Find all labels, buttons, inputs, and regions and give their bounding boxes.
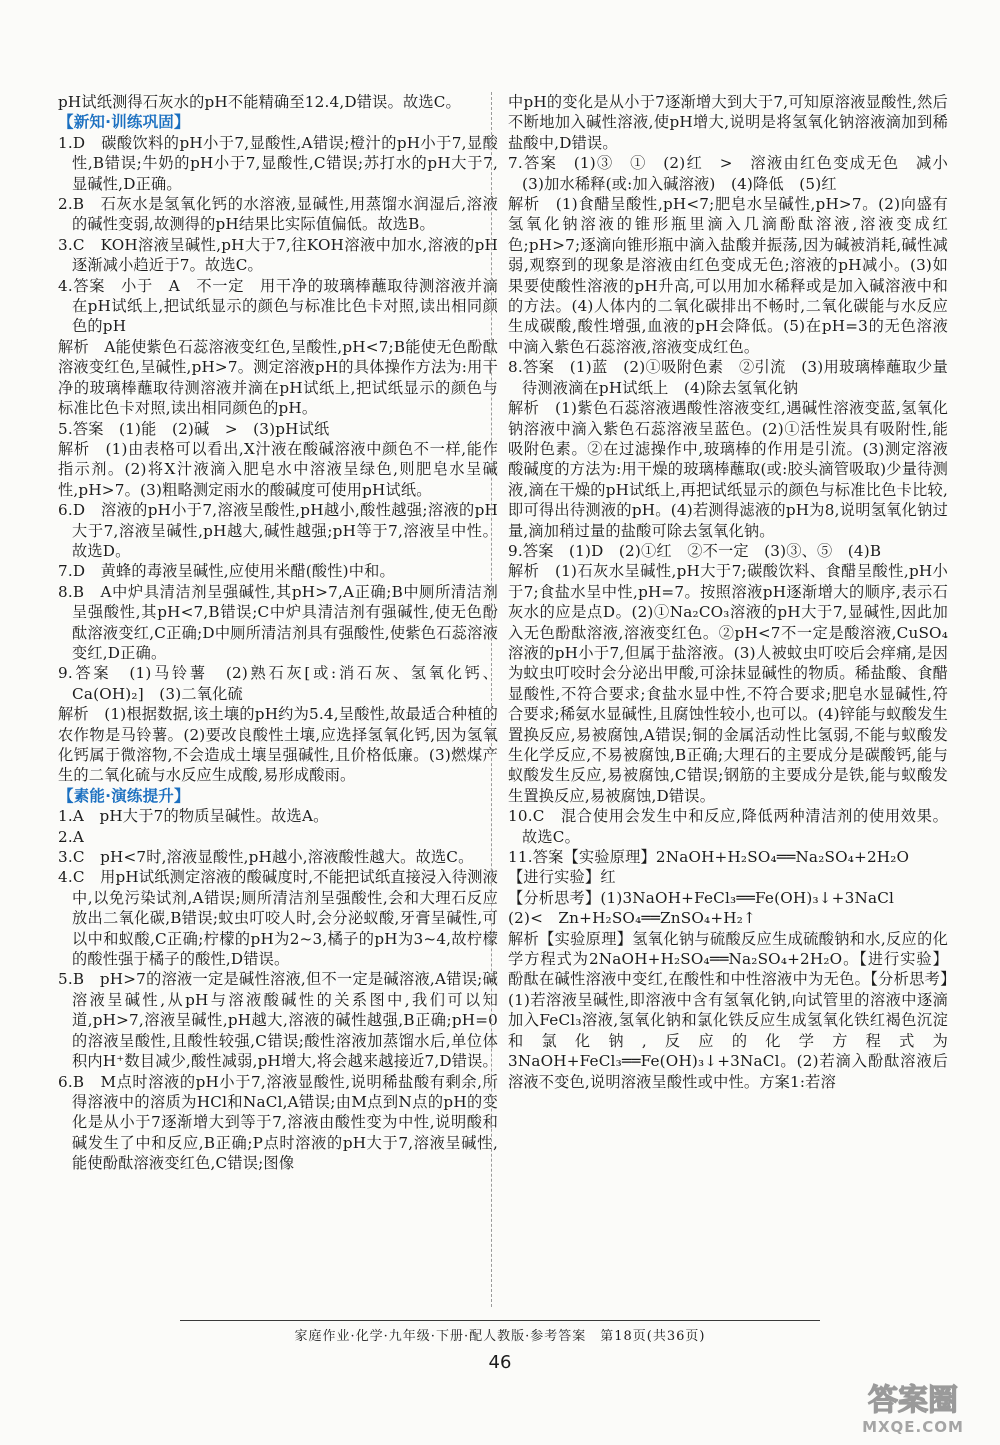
right-explanation-text: 解析 (1)紫色石蕊溶液遇酸性溶液变红,遇碱性溶液变蓝,氢氧化钠溶液中滴入紫色石蕊溶液呈蓝色。(2)①活性炭具有吸附性,能吸附色素。②在过滤操作中,玻璃棒的作用是引流。(3)测定溶液酸碱度的方法为:用干燥的玻璃棒蘸取(或:胶头滴管吸取)少量待测液,滴在干燥的pH试纸上,再把试纸显示的颜色与标准比色卡比较,即可得出待测液的pH。(4)若测得滤液的pH为8,说明氢氧化钠过量,滴加稍过量的盐酸可除去氢氧化钠。	[508, 399, 948, 540]
page-number: 46	[488, 1352, 512, 1373]
left-explanation-text: 解析 (1)由表格可以看出,X汁液在酸碱溶液中颜色不一样,能作指示剂。(2)将X汁液滴入肥皂水中溶液呈绿色,则肥皂水呈碱性,pH>7。(3)粗略测定雨水的酸碱度可使用pH试纸。	[58, 439, 498, 499]
left-column	[58, 92, 498, 1174]
left-answer-item: 4.答案 小于 A 不一定 用干净的玻璃棒蘸取待测溶液并滴在pH试纸上,把试纸显示的颜色与标准比色卡对照,读出相同颜色的pH	[58, 276, 498, 336]
svg-text:答案圈: 答案圈	[868, 1383, 958, 1418]
left-answer-item: 6.B M点时溶液的pH小于7,溶液显酸性,说明稀盐酸有剩余,所得溶液中的溶质为HCl和NaCl,A错误;由M点到N点的pH的变化是从小于7逐渐增大到等于7,溶液由酸性变为中性,说明酸和碱发生了中和反应,B正确;P点时溶液的pH大于7,溶液呈碱性,能使酚酞溶液变红色,C错误;图像	[58, 1072, 498, 1173]
right-answer-item: 10.C 混合使用会发生中和反应,降低两种清洁剂的使用效果。故选C。	[508, 807, 948, 846]
right-answer-item: 7.答案 (1)③ ① (2)红 > 溶液由红色变成无色 减小 (3)加水稀释(或:加入碱溶液) (4)降低 (5)红	[508, 154, 964, 193]
page-footer: 家庭作业·化学·九年级·下册·配人教版·参考答案 第18页(共36页)	[180, 1320, 820, 1344]
right-explanation-text: 解析 (1)食醋呈酸性,pH<7;肥皂水呈碱性,pH>7。(2)向盛有氢氧化钠溶液的锥形瓶里滴入几滴酚酞溶液,溶液变成红色;pH>7;逐滴向锥形瓶中滴入盐酸并振荡,因为碱被消耗,碱性减弱,观察到的现象是溶液由红色变成无色;溶液的pH减小。(3)如果要使酸性溶液的pH升高,可以用加水稀释或是加入碱溶液中和的方法。(4)人体内的二氧化碳排出不畅时,二氧化碳能与水反应生成碳酸,酸性增强,血液的pH会降低。(5)在pH=3的无色溶液中滴入紫色石蕊溶液,溶液变成红色。	[508, 195, 948, 356]
left-answer-item: 2.B 石灰水是氢氧化钙的水溶液,显碱性,用蒸馏水润湿后,溶液的碱性变弱,故测得的pH结果比实际值偏低。故选B。	[58, 195, 498, 234]
left-explanation-text: 解析 A能使紫色石蕊溶液变红色,呈酸性,pH<7;B能使无色酚酞溶液变红色,呈碱性,pH>7。测定溶液pH的具体操作方法为:用干净的玻璃棒蘸取待测溶液并滴在pH试纸上,把试纸显示的颜色与标准比色卡对照,读出相同颜色的pH。	[58, 337, 498, 418]
left-answer-item: 2.A	[58, 827, 85, 846]
left-answer-item: 6.D 溶液的pH小于7,溶液呈酸性,pH越小,酸性越强;溶液的pH大于7,溶液呈碱性,pH越大,碱性越强;pH等于7,溶液呈中性。故选D。	[58, 501, 498, 560]
left-answer-item: 1.D 碳酸饮料的pH小于7,显酸性,A错误;橙汁的pH小于7,显酸性,B错误;牛奶的pH小于7,显酸性,C错误;苏打水的pH大于7,显碱性,D正确。	[58, 133, 498, 193]
right-explanation-text: 解析【实验原理】氢氧化钠与硫酸反应生成硫酸钠和水,反应的化学方程式为2NaOH+H₂SO₄══Na₂SO₄+2H₂O。【进行实验】酚酞在碱性溶液中变红,在酸性和中性溶液中为无色。【分析思考】(1)若溶液呈碱性,即溶液中含有氢氧化钠,向试管里的溶液中逐滴加入FeCl₃溶液,氢氧化钠和氯化铁反应生成氢氧化铁红褐色沉淀和氯化钠,反应的化学方程式为3NaOH+FeCl₃══Fe(OH)₃↓+3NaCl。(2)若滴入酚酞溶液后溶液不变色,说明溶液呈酸性或中性。方案1:若溶	[508, 929, 948, 1091]
left-explanation-text: pH试纸测得石灰水的pH不能精确至12.4,D错误。故选C。	[58, 93, 461, 111]
left-answer-item: 1.A pH大于7的物质呈碱性。故选A。	[58, 807, 329, 826]
right-explanation-text: 解析 (1)石灰水呈碱性,pH大于7;碳酸饮料、食醋呈酸性,pH小于7;食盐水呈中性,pH=7。按照溶液pH逐渐增大的顺序,表示石灰水的应是点D。(2)①Na₂CO₃溶液的pH大于7,显碱性,因此加入无色酚酞溶液,溶液变红色。②pH<7不一定是酸溶液,CuSO₄溶液的pH小于7,但属于盐溶液。(3)人被蚊虫叮咬后会痒痛,是因为蚊虫叮咬时会分泌出甲酸,可涂抹显碱性的物质。稀盐酸、食醋显酸性,不符合要求;食盐水显中性,不符合要求;肥皂水显碱性,符合要求;稀氨水显碱性,且腐蚀性较小,也可以。(4)锌能与蚁酸发生置换反应,易被腐蚀,A错误;铜的金属活动性比氢弱,不能与蚁酸发生化学反应,不易被腐蚀,B正确;大理石的主要成分是碳酸钙,能与蚁酸发生反应,易被腐蚀,C错误;钢筋的主要成分是铁,能与蚁酸发生置换反应,易被腐蚀,D错误。	[508, 562, 948, 805]
left-explanation-text: 解析 (1)根据数据,该土壤的pH约为5.4,呈酸性,故最适合种植的农作物是马铃薯。(2)要改良酸性土壤,应选择氢氧化钙,因为氢氧化钙属于微溶物,不会造成土壤呈强碱性,且价格低廉。(3)燃煤产生的二氧化硫与水反应生成酸,易形成酸雨。	[58, 705, 498, 785]
left-answer-item: 3.C pH<7时,溶液显酸性,pH越小,溶液酸性越大。故选C。	[58, 848, 474, 867]
left-answer-item: 9.答案 (1)马铃薯 (2)熟石灰[或:消石灰、氢氧化钙、Ca(OH)₂] (3)二氧化硫	[58, 664, 498, 703]
left-answer-item: 8.B A中炉具清洁剂呈强碱性,其pH>7,A正确;B中厕所清洁剂呈强酸性,其pH<7,B错误;C中炉具清洁剂有强碱性,使无色酚酞溶液变红,C正确;D中厕所清洁剂具有强酸性,使紫色石蕊溶液变红,D正确。	[58, 582, 498, 662]
svg-text:MXQE.COM: MXQE.COM	[862, 1418, 964, 1436]
left-answer-item: 5.答案 (1)能 (2)碱 > (3)pH试纸	[58, 419, 330, 438]
right-column	[508, 92, 964, 1092]
right-answer-item: 8.答案 (1)蓝 (2)①吸附色素 ②引流 (3)用玻璃棒蘸取少量待测液滴在pH试纸上 (4)除去氢氧化钠	[508, 358, 948, 397]
left-answer-item: 5.B pH>7的溶液一定是碱性溶液,但不一定是碱溶液,A错误;碱溶液呈碱性,从pH与溶液酸碱性的关系图中,我们可以知道,pH>7,溶液呈碱性,pH越大,溶液的碱性越强,B正确;pH=0的溶液呈酸性,且酸性较强,C错误;酸性溶液加蒸馏水后,单位体积内H⁺数目减少,酸性减弱,pH增大,将会越来越接近7,D错误。	[58, 970, 498, 1071]
left-answer-item: 4.C 用pH试纸测定溶液的酸碱度时,不能把试纸直接浸入待测液中,以免污染试剂,A错误;厕所清洁剂呈强酸性,会和大理石反应放出二氧化碳,B错误;蚊虫叮咬人时,会分泌蚁酸,牙膏呈碱性,可以中和蚁酸,C正确;柠檬的pH为2~3,橘子的pH为3~4,故柠檬的酸性强于橘子的酸性,D错误。	[58, 868, 498, 969]
left-answer-item: 3.C KOH溶液呈碱性,pH大于7,往KOH溶液中加水,溶液的pH逐渐减小趋近于7。故选C。	[58, 235, 498, 275]
section-heading: 【新知·训练巩固】	[58, 113, 190, 132]
watermark-logo	[838, 1376, 988, 1438]
column-divider	[491, 92, 492, 1307]
left-answer-item: 7.D 黄蜂的毒液呈碱性,应使用米醋(酸性)中和。	[58, 562, 395, 581]
right-answer-item: 11.答案【实验原理】2NaOH+H₂SO₄══Na₂SO₄+2H₂O	[508, 848, 910, 867]
right-explanation-text: 【分析思考】(1)3NaOH+FeCl₃══Fe(OH)₃↓+3NaCl	[508, 888, 895, 907]
section-heading: 【素能·演练提升】	[58, 786, 190, 805]
right-explanation-text: (2)< Zn+H₂SO₄══ZnSO₄+H₂↑	[508, 909, 756, 928]
right-explanation-text: 中pH的变化是从小于7逐渐增大到大于7,可知原溶液显酸性,然后不断地加入碱性溶液,使pH增大,说明是将氢氧化钠溶液滴加到稀盐酸中,D错误。	[508, 93, 948, 152]
right-explanation-text: 【进行实验】红	[508, 868, 616, 887]
right-answer-item: 9.答案 (1)D (2)①红 ②不一定 (3)③、⑤ (4)B	[508, 541, 882, 560]
